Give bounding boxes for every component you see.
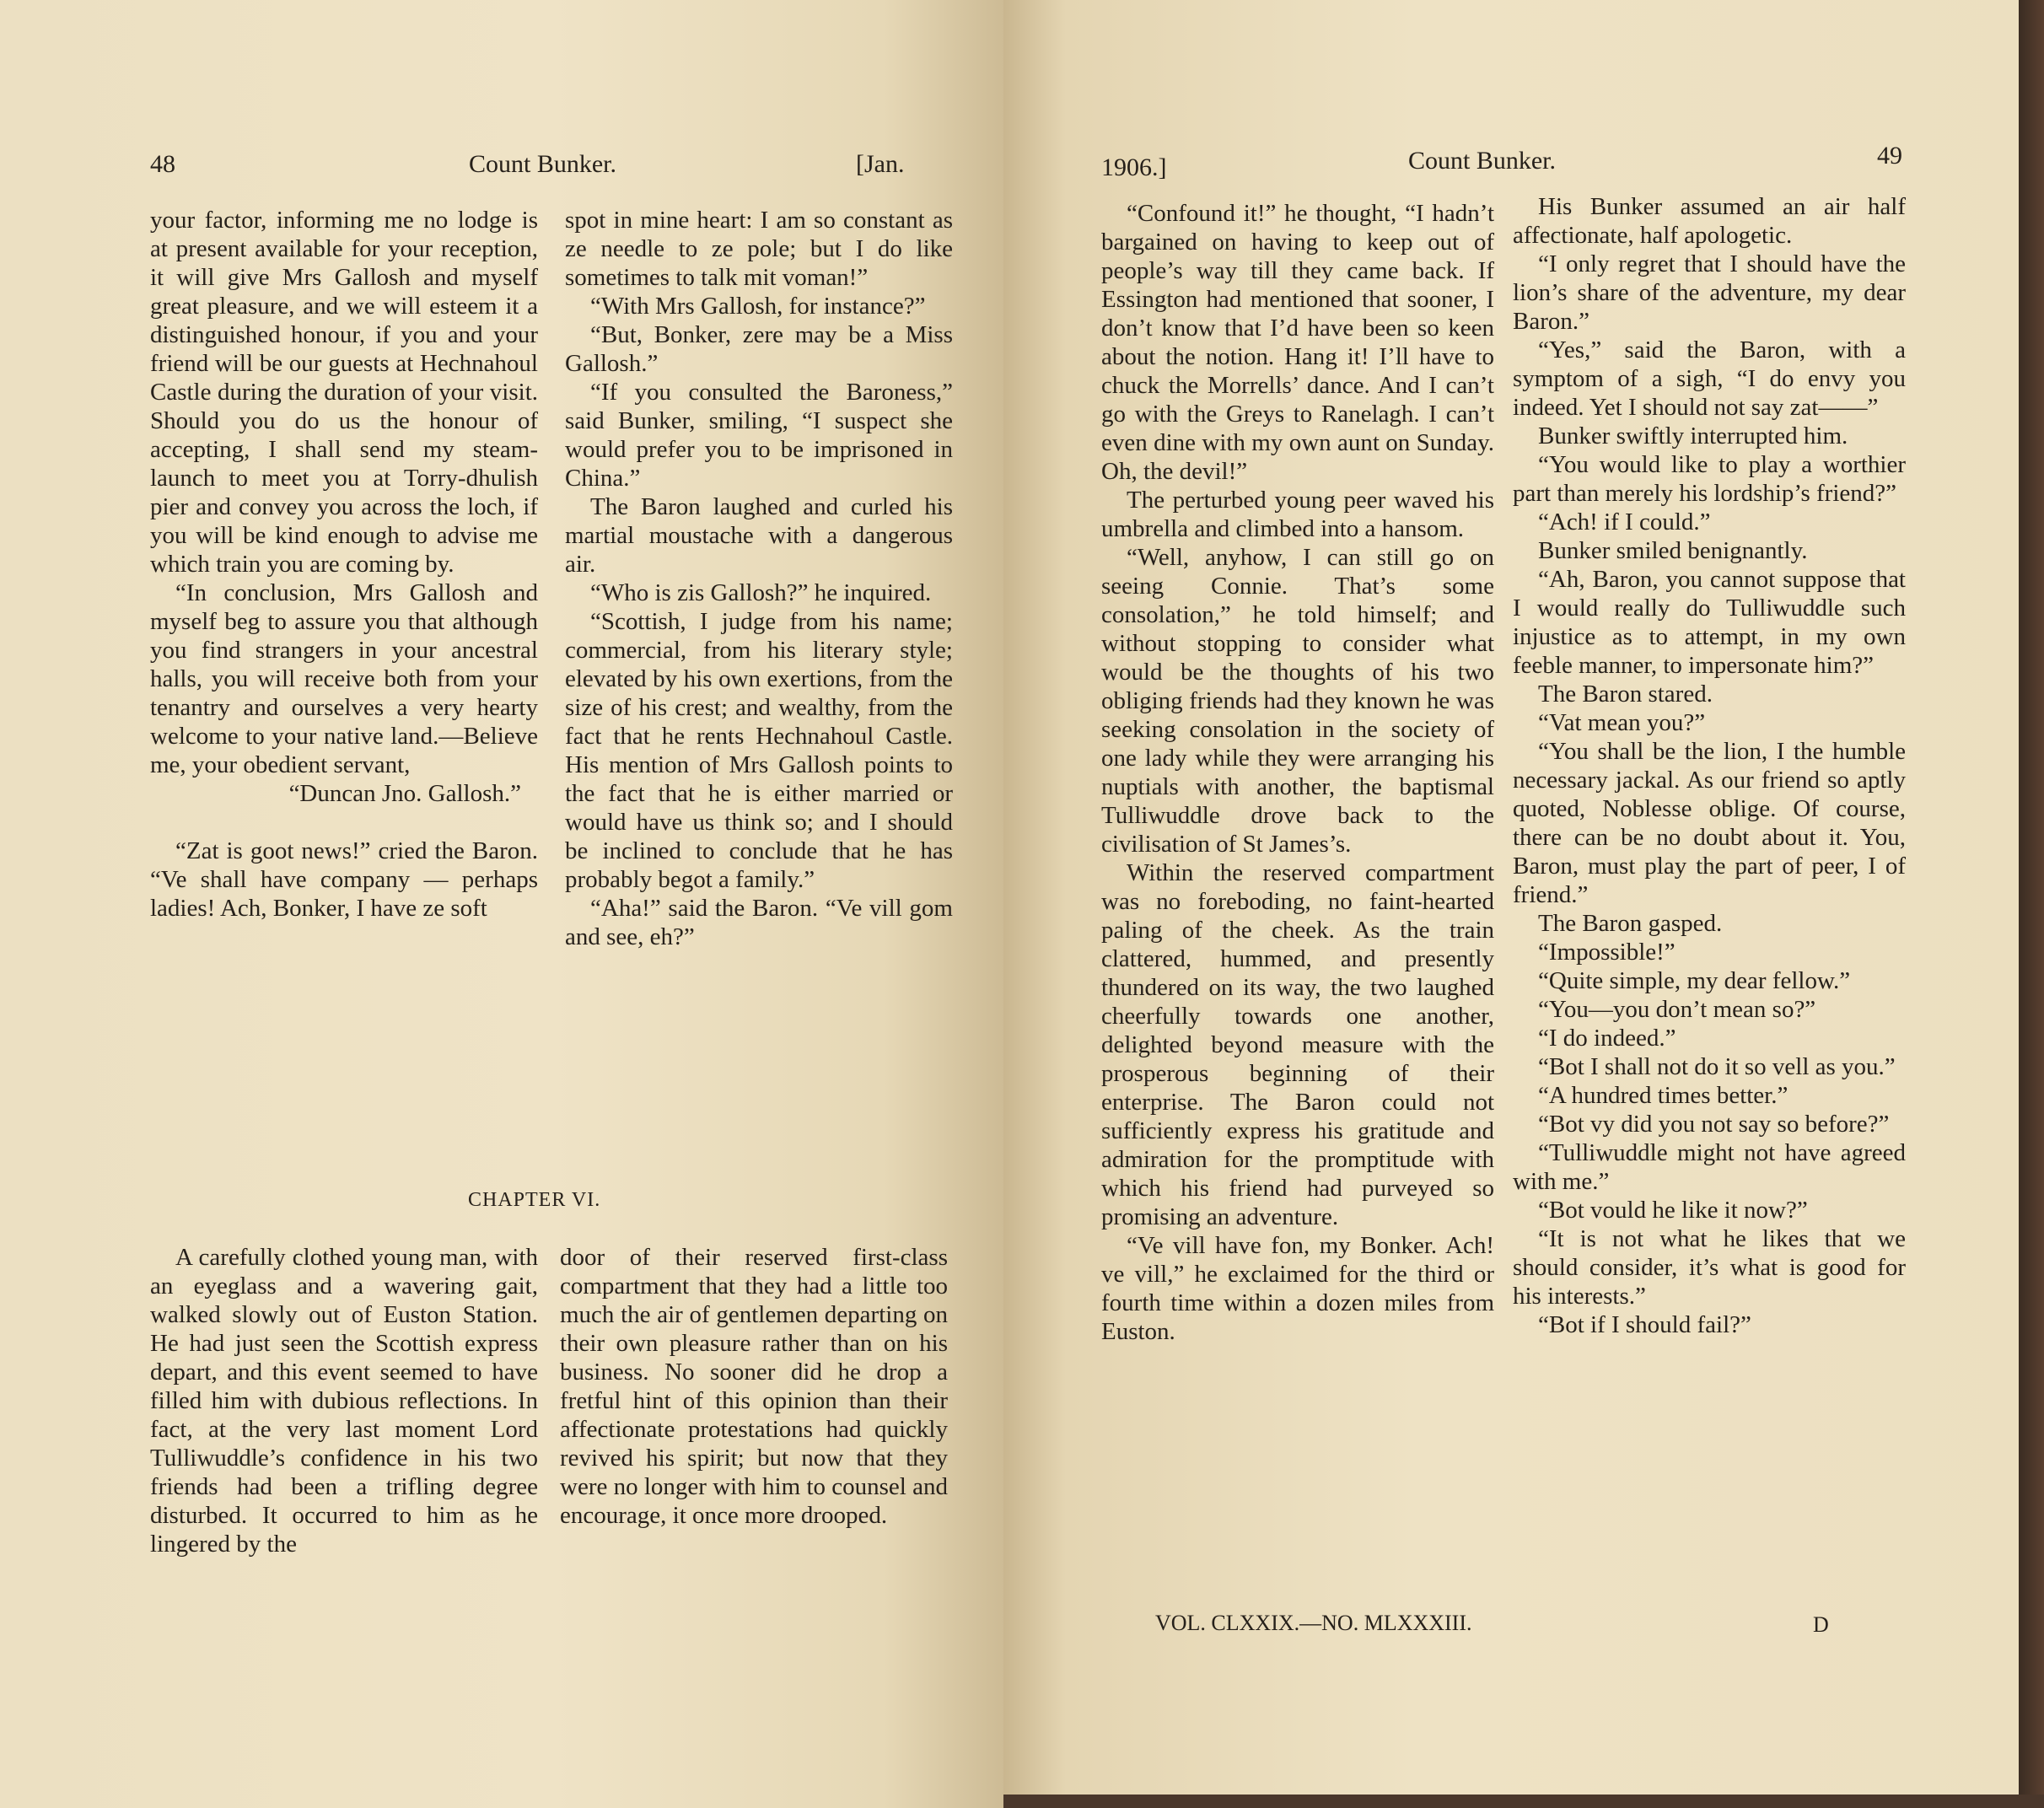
signature-line: VOL. CLXXIX.—NO. MLXXXIII. — [1155, 1611, 1472, 1635]
paragraph: “Tulliwuddle might not have agreed with me.” — [1513, 1139, 1906, 1195]
left-column-1-bottom — [150, 1243, 538, 1558]
paragraph: “Bot vy did you not say so before?” — [1538, 1111, 1890, 1138]
paragraph: The Baron laughed and curled his martial moustache with a dangerous air. — [565, 493, 953, 578]
signature: “Duncan Jno. Gallosh.” — [288, 780, 521, 807]
paragraph: The Baron stared. — [1538, 681, 1713, 708]
paragraph: “Ach! if I could.” — [1538, 508, 1711, 535]
page-number-right: 49 — [1877, 142, 1902, 170]
paragraph: “You would like to play a worthier part than merely his lordship’s friend?” — [1513, 451, 1906, 507]
paragraph: “Well, anyhow, I can still go on seeing Connie. That’s some consolation,” he told himself; and without stopping to consider what would be the thoughts of his two obliging friends had they known he was seeking consolation in the society of one lady while they were arranging his nuptials with another, the baptismal Tulliwuddle drove back to the civilisation of St James’s. — [1101, 544, 1494, 858]
running-date-right: 1906.] — [1101, 153, 1167, 181]
signature-mark: D — [1813, 1612, 1829, 1637]
paragraph: The perturbed young peer waved his umbrella and climbed into a hansom. — [1101, 487, 1494, 542]
paragraph: “Who is zis Gallosh?” he inquired. — [590, 579, 932, 606]
paragraph: Bunker smiled benignantly. — [1538, 537, 1808, 564]
paragraph: “Ve vill have fon, my Bonker. Ach! ve vill,” he exclaimed for the third or fourth time within a dozen miles from Euston. — [1101, 1232, 1494, 1345]
paragraph: door of their reserved first-class compartment that they had a little too much the air of gentlemen departing on their own pleasure rather than on his business. No sooner did he drop a fretful hint of this opinion than their affectionate protestations had quickly revived his spirit; but now that they were no longer with him to counsel and encourage, it once more drooped. — [560, 1244, 948, 1529]
right-column-2 — [1513, 192, 1906, 1339]
paragraph: “You—you don’t mean so?” — [1538, 996, 1816, 1023]
paragraph: your factor, informing me no lodge is at present available for your reception, it will give Mrs Gallosh and myself great pleasure, and we will esteem it a distinguished honour, if you and your friend will be our guests at Hechnahoul Castle during the duration of your visit. Should you do us the honour of accepting, I shall send my steam-launch to meet you at Torry-dhulish pier and convey you across the loch, if you will be kind enough to advise me which train you are coming by. — [150, 207, 538, 578]
right-column-1 — [1101, 199, 1494, 1346]
paragraph: Bunker swiftly interrupted him. — [1538, 422, 1848, 449]
right-page — [1003, 0, 2044, 1808]
running-title-left: Count Bunker. — [469, 150, 617, 178]
paragraph: spot in mine heart: I am so constant as ze needle to ze pole; but I do like sometimes to talk mit voman!” — [565, 207, 953, 291]
running-date-left: [Jan. — [856, 150, 905, 178]
paragraph: “Zat is goot news!” cried the Baron. “Ve shall have company — perhaps ladies! Ach, Bonker, I have ze soft — [150, 837, 538, 922]
paragraph: “Ah, Baron, you cannot suppose that I would really do Tulliwuddle such injustice as to attempt, in my own feeble manner, to impersonate him?” — [1513, 566, 1906, 679]
paragraph: “I only regret that I should have the lion’s share of the adventure, my dear Baron.” — [1513, 250, 1906, 335]
paragraph: “Aha!” said the Baron. “Ve vill gom and see, eh?” — [565, 895, 953, 950]
paragraph: “Bot vould he like it now?” — [1538, 1197, 1808, 1224]
paragraph: “Quite simple, my dear fellow.” — [1538, 967, 1851, 994]
left-page — [0, 0, 1003, 1808]
paragraph: “Yes,” said the Baron, with a symptom of a sigh, “I do envy you indeed. Yet I should not say zat——” — [1513, 336, 1906, 421]
paragraph: His Bunker assumed an air half affectionate, half apologetic. — [1513, 193, 1906, 249]
paragraph: “Bot if I should fail?” — [1538, 1311, 1751, 1338]
paragraph: “Impossible!” — [1538, 939, 1676, 966]
paragraph: Within the reserved compartment was no foreboding, no faint-hearted paling of the cheek. As the train clattered, hummed, and presently thundered on its way, the two laughed cheerfully towards one another, delighted beyond measure with the prosperous beginning of their enterprise. The Baron could not sufficiently express his gratitude and admiration for the promptitude with which his friend had purveyed so promising an adventure. — [1101, 859, 1494, 1230]
left-column-2-bottom — [560, 1243, 948, 1530]
book-cover-edge — [2019, 0, 2044, 1808]
paragraph: “With Mrs Gallosh, for instance?” — [590, 293, 926, 320]
paragraph: A carefully clothed young man, with an eyeglass and a wavering gait, walked slowly out of Euston Station. He had just seen the Scottish express depart, and this event seemed to have filled him with dubious reflections. In fact, at the very last moment Lord Tulliwuddle’s confidence in his two friends had been a trifling degree disturbed. It occurred to him as he lingered by the — [150, 1244, 538, 1558]
chapter-heading: CHAPTER VI. — [468, 1189, 601, 1211]
paragraph: “It is not what he likes that we should consider, it’s what is good for his interests.” — [1513, 1225, 1906, 1310]
paragraph: The Baron gasped. — [1538, 910, 1723, 937]
paragraph: “I do indeed.” — [1538, 1025, 1676, 1052]
paragraph: “Vat mean you?” — [1538, 709, 1706, 736]
left-column-2-top — [565, 206, 953, 951]
paragraph: “Bot I shall not do it so vell as you.” — [1538, 1053, 1896, 1080]
paragraph: “A hundred times better.” — [1538, 1082, 1788, 1109]
paragraph: “Confound it!” he thought, “I hadn’t bargained on having to keep out of people’s way till they came back. If Essington had mentioned that sooner, I don’t know that I’d have been so keen about the notion. Hang it! I’ll have to chuck the Morrells’ dance. And I can’t go with the Greys to Ranelagh. I can’t even dine with my own aunt on Sunday. Oh, the devil!” — [1101, 200, 1494, 485]
paragraph: “If you consulted the Baroness,” said Bunker, smiling, “I suspect she would prefer you to be imprisoned in China.” — [565, 379, 953, 492]
paragraph: “But, Bonker, zere may be a Miss Gallosh.” — [565, 321, 953, 377]
page-number-left: 48 — [150, 150, 175, 178]
running-title-right: Count Bunker. — [1408, 147, 1557, 175]
paragraph: “Scottish, I judge from his name; commercial, from his literary style; elevated by his own exertions, from the size of his crest; and wealthy, from the fact that he rents Hechnahoul Castle. His mention of Mrs Gallosh points to the fact that he is either married or would have us think so; and I should be inclined to conclude that he has probably begot a family.” — [565, 608, 953, 893]
paragraph: “In conclusion, Mrs Gallosh and myself beg to assure you that although you find strangers in your ancestral halls, you will receive both from your tenantry and ourselves a very hearty welcome to your native land.—Believe me, your obedient servant, — [150, 579, 538, 778]
paragraph: “You shall be the lion, I the humble necessary jackal. As our friend so aptly quoted, Noblesse oblige. Of course, there can be no doubt about it. You, Baron, must play the part of peer, I of friend.” — [1513, 738, 1906, 908]
book-cover-bottom — [1003, 1795, 2044, 1808]
left-column-1-top — [150, 206, 538, 923]
